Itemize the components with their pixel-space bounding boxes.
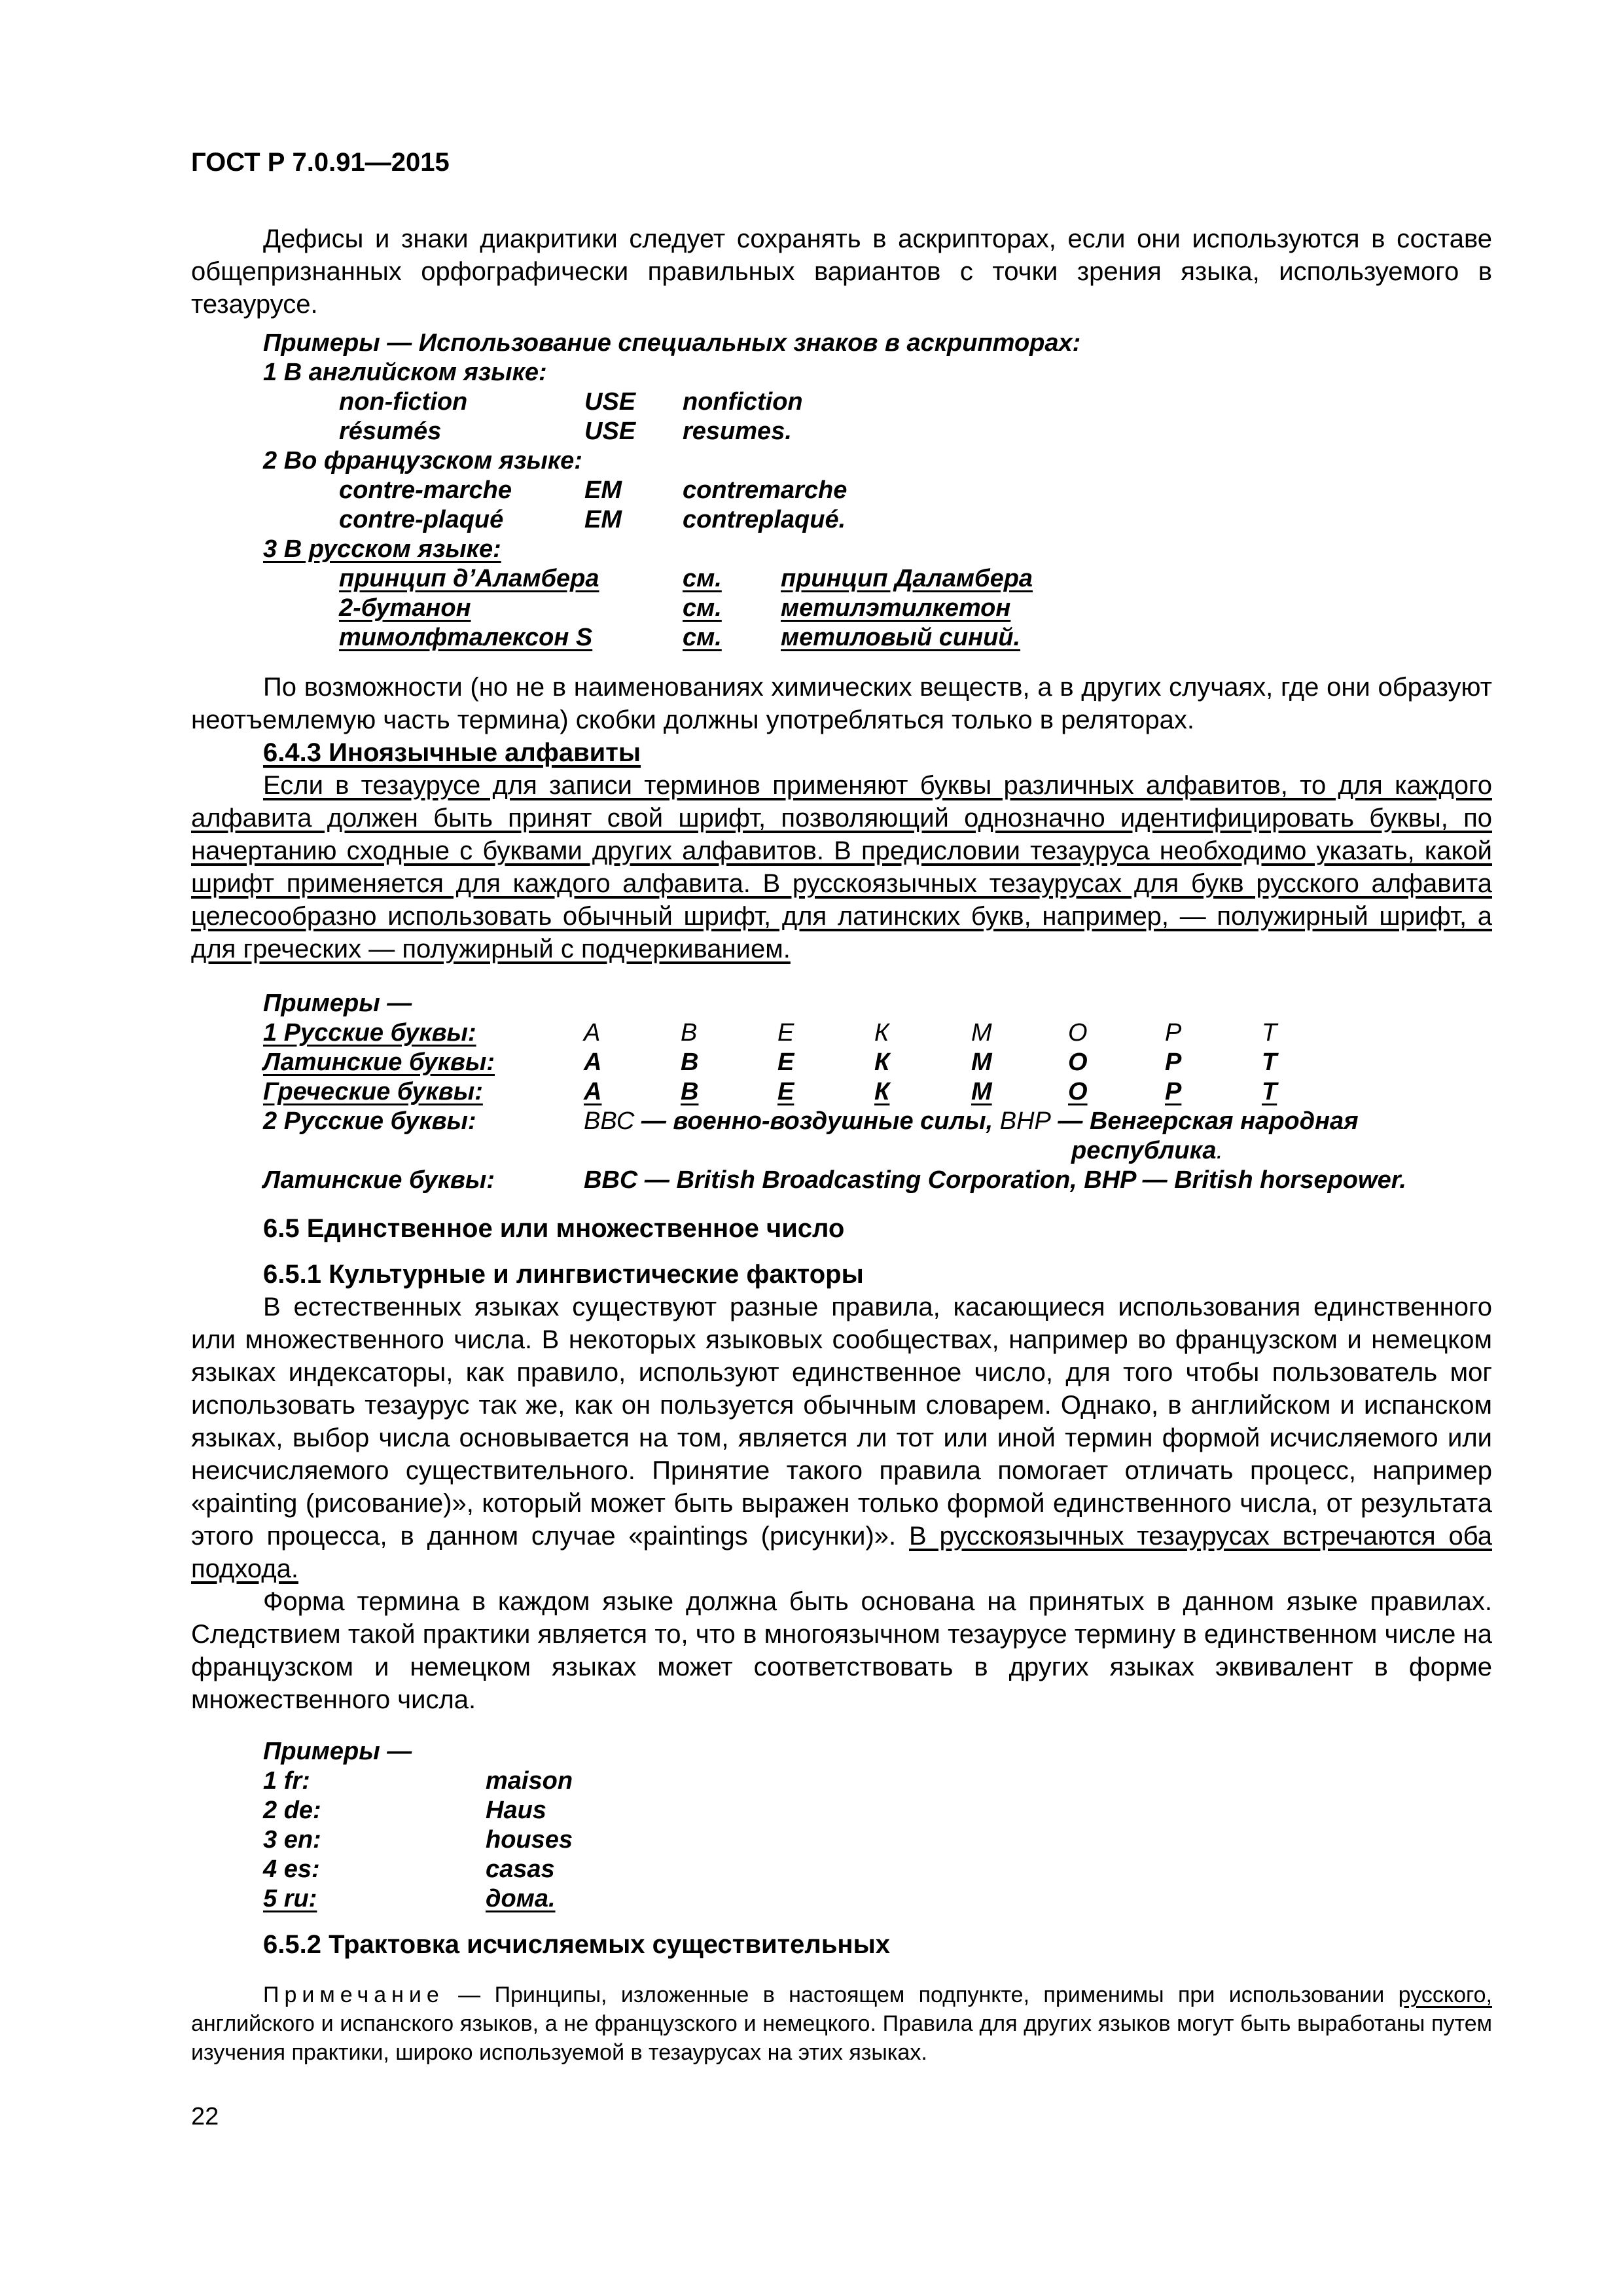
letter: М: [971, 1049, 992, 1076]
example-title: Примеры —: [263, 1738, 412, 1765]
example-target: contremarche: [683, 476, 847, 504]
section-heading-6-5: 6.5 Единственное или множественное число: [263, 1214, 845, 1243]
example-relator: USE: [584, 388, 636, 416]
lang-code: 1 fr:: [263, 1767, 310, 1795]
example-relator: см.: [683, 624, 722, 651]
note-label: Примечание: [263, 1982, 444, 2007]
alphabet-label: Греческие буквы:: [263, 1078, 483, 1105]
example-relator: см.: [683, 594, 722, 622]
abbrev-expansion: — военно-воздушные силы,: [634, 1107, 1000, 1135]
lang-code: 3 en:: [263, 1826, 321, 1854]
alphabet-label: Латинские буквы:: [263, 1166, 495, 1194]
paragraph-text: В естественных языках существуют разные правила, касающиеся использования единственного или множественного числа. В некоторых языковых сообществах, например во французском и немецком языках индексаторы, как правило, используют единственное число, для того чтобы пользователь мог использовать тезаурус так же, как он пользуется обычным словарем. Однако, в английском и испанском языках, выбор числа основывается на том, является ли тот или иной термин формой исчисляемого или неисчисляемого существительного. Принятие такого правила помогает отличать процесс, например «painting (рисование)», который может быть выражен только формой единственного числа, от результата этого процесса, в данном случае «paintings (рисунки)».: [191, 1293, 1492, 1551]
lang-code: 2 de:: [263, 1797, 321, 1824]
lang-code: 5 ru:: [263, 1885, 317, 1912]
example-row: [263, 387, 1492, 417]
alphabet-row-latin: [263, 1048, 1492, 1077]
lang-term: houses: [486, 1826, 573, 1854]
letter: А: [584, 1019, 601, 1047]
example-term: принцип д’Аламбера: [339, 565, 599, 592]
letter: Е: [777, 1049, 794, 1076]
example-row: [263, 623, 1492, 653]
example-alphabets: [263, 989, 1492, 1195]
letter: М: [971, 1078, 992, 1105]
paragraph-text-underlined: В русскоязычных тезаурусах встречаются оба подхода.: [191, 1522, 1492, 1583]
section-heading-6-4-3: 6.4.3 Иноязычные алфавиты: [263, 738, 641, 767]
example-row: [263, 1796, 1492, 1825]
example-plural: [263, 1737, 1492, 1914]
example-target: метиловый синий.: [781, 624, 1021, 651]
document-header: ГОСТ Р 7.0.91—2015: [191, 148, 450, 177]
note-text: — Принципы, изложенные в настоящем подпункте, применимы при использовании: [444, 1982, 1399, 2007]
letter: А: [584, 1078, 602, 1105]
letter: В: [681, 1078, 699, 1105]
letter: Т: [1262, 1049, 1277, 1076]
example-relator: см.: [683, 565, 722, 592]
letter: Р: [1165, 1019, 1182, 1047]
section-heading-6-5-1: 6.5.1 Культурные и лингвистические факторы: [263, 1260, 864, 1289]
alphabet-label: 1 Русские буквы:: [263, 1019, 476, 1047]
paragraph-term-form: Форма термина в каждом языке должна быть основана на принятых в данном языке правилах. Следствием такой практики является то, что в многоязычном тезаурусе термину в единственном числе на французском и немецком языках может соответствовать в других языках эквивалент в форме множественного числа.: [191, 1587, 1492, 1714]
abbrev-punct: .: [1216, 1137, 1224, 1164]
example-term: contre-plaqué: [339, 506, 504, 533]
letter: О: [1068, 1019, 1088, 1047]
abbrev: ВНР: [999, 1107, 1051, 1135]
abbrev-row-latin: [263, 1166, 1492, 1195]
example-row: [263, 564, 1492, 594]
example-title: Примеры —: [263, 990, 412, 1017]
alphabet-row-russian: [263, 1018, 1492, 1048]
letter: Е: [777, 1019, 794, 1047]
letter: М: [971, 1019, 992, 1047]
example-row: [263, 417, 1492, 446]
letter: Р: [1165, 1049, 1182, 1076]
abbrev-expansion: — Венгерская народная: [1050, 1107, 1359, 1135]
example-group-label: 1 В английском языке:: [263, 359, 547, 386]
example-relator: USE: [584, 418, 636, 445]
lang-term: maison: [486, 1767, 573, 1795]
example-target: принцип Даламбера: [781, 565, 1033, 592]
example-target: метилэтилкетон: [781, 594, 1011, 622]
example-row: [263, 1767, 1492, 1796]
abbrev-expansion: BBC — British Broadcasting Corporation, BHP — British horsepower.: [584, 1166, 1406, 1194]
letter: Р: [1165, 1078, 1182, 1105]
letter: О: [1068, 1049, 1088, 1076]
letter: К: [874, 1049, 890, 1076]
letter: Е: [777, 1078, 794, 1105]
abbrev: ВВС: [584, 1107, 635, 1135]
note-text-underlined: русского,: [1398, 1982, 1492, 2007]
example-target: resumes.: [683, 418, 792, 445]
example-term: résumés: [339, 418, 442, 445]
example-relator: EM: [584, 506, 622, 533]
example-special-chars: [263, 329, 1492, 653]
letter: А: [584, 1049, 602, 1076]
example-title: Примеры — Использование специальных знаков в аскрипторах:: [263, 329, 1081, 357]
paragraph-number-factors: [191, 1291, 1492, 1585]
abbrev-expansion: республика: [1071, 1137, 1217, 1164]
example-row: [263, 505, 1492, 535]
example-row: [263, 1825, 1492, 1855]
letter: Т: [1262, 1078, 1277, 1105]
note-paragraph: [191, 1981, 1492, 2067]
example-relator: EM: [584, 476, 622, 504]
example-term: тимолфталексон S: [339, 624, 593, 651]
example-row: [263, 1884, 1492, 1914]
lang-term: Haus: [486, 1797, 546, 1824]
paragraph-brackets: По возможности (но не в наименованиях химических веществ, а в других случаях, где они образуют неотъемлемую часть термина) скобки должны употребляться только в реляторах.: [191, 673, 1492, 734]
letter: В: [681, 1049, 699, 1076]
example-group-label: 3 В русском языке:: [263, 535, 501, 563]
example-term: 2-бутанон: [339, 594, 471, 622]
example-term: contre-marche: [339, 476, 512, 504]
lang-term: дома.: [486, 1885, 556, 1912]
section-heading-6-5-2: 6.5.2 Трактовка исчисляемых существительных: [263, 1930, 890, 1959]
letter: К: [874, 1078, 890, 1105]
example-row: [263, 594, 1492, 623]
abbrev-row-russian-cont: [263, 1136, 1492, 1166]
page-content: [191, 223, 1492, 2067]
letter: К: [874, 1019, 889, 1047]
letter: Т: [1262, 1019, 1277, 1047]
lang-code: 4 es:: [263, 1856, 320, 1883]
letter: О: [1068, 1078, 1088, 1105]
example-term: non-fiction: [339, 388, 468, 416]
lang-term: casas: [486, 1856, 555, 1883]
letter: В: [681, 1019, 698, 1047]
paragraph-hyphens: Дефисы и знаки диакритики следует сохранять в аскрипторах, если они используются в составе общепризнанных орфографически правильных вариантов с точки зрения языка, используемого в тезаурусе.: [191, 224, 1492, 319]
example-row: [263, 476, 1492, 505]
example-target: nonfiction: [683, 388, 803, 416]
paragraph-alphabets: Если в тезаурусе для записи терминов применяют буквы различных алфавитов, то для каждого алфавита должен быть принят свой шрифт, позволяющий однозначно идентифицировать буквы, по начертанию сходные с буквами других алфавитов. В предисловии тезауруса необходимо указать, какой шрифт применяется для каждого алфавита. В русскоязычных тезаурусах для букв русского алфавита целесообразно использовать обычный шрифт, для латинских букв, например, — полужирный шрифт, а для греческих — полужирный с подчеркиванием.: [191, 771, 1492, 963]
example-group-label: 2 Во французском языке:: [263, 447, 582, 475]
example-target: contreplaqué.: [683, 506, 846, 533]
alphabet-label: Латинские буквы:: [263, 1049, 495, 1076]
alphabet-row-greek: [263, 1077, 1492, 1107]
abbrev-row-russian: [263, 1107, 1492, 1136]
note-text: английского и испанского языков, а не французского и немецкого. Правила для других языков могут быть выработаны путем изучения практики, широко используемой в тезаурусах на этих языках.: [191, 2011, 1492, 2065]
alphabet-label: 2 Русские буквы:: [263, 1107, 476, 1135]
example-row: [263, 1855, 1492, 1884]
page-number: 22: [191, 2103, 219, 2130]
